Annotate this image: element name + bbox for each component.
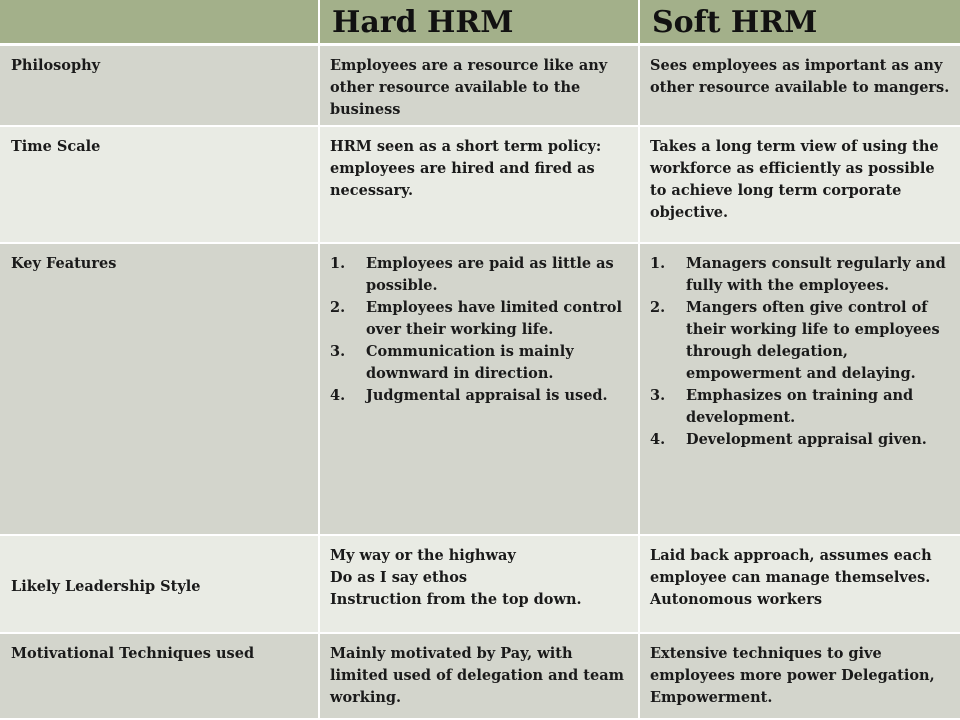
- row-label-time-scale: Time Scale: [0, 127, 320, 244]
- header-empty-cell: [0, 0, 320, 46]
- time-scale-soft: Takes a long term view of using the workforce as efficiently as possible to achieve long term corporate objective.: [640, 127, 960, 244]
- row-label-motivational-techniques: Motivational Techniques used: [0, 634, 320, 720]
- list-text: Employees are paid as little as possible.: [366, 255, 614, 294]
- key-features-soft: [640, 244, 960, 536]
- row-label-leadership-style: [0, 536, 320, 634]
- list-item: [330, 385, 630, 407]
- key-features-soft-list: [650, 253, 952, 451]
- list-number: 4.: [650, 431, 666, 448]
- list-text: Emphasizes on training and development.: [686, 387, 914, 426]
- list-number: 1.: [650, 255, 666, 272]
- list-number: 2.: [330, 299, 346, 316]
- leadership-style-hard: [320, 536, 640, 634]
- row-label-key-features: Key Features: [0, 244, 320, 536]
- list-number: 2.: [650, 299, 666, 316]
- row-label-leadership-style-text: Likely Leadership Style: [11, 578, 201, 595]
- list-text: Development appraisal given.: [686, 431, 927, 448]
- leadership-style-soft: Laid back approach, assumes each employee can manage themselves. Autonomous workers: [640, 536, 960, 634]
- header-soft-hrm: Soft HRM: [640, 0, 960, 46]
- list-number: 3.: [650, 387, 666, 404]
- list-text: Mangers often give control of their working life to employees through delegation, empowerment and delaying.: [686, 299, 940, 382]
- header-hard-hrm: Hard HRM: [320, 0, 640, 46]
- motivational-techniques-hard: Mainly motivated by Pay, with limited used of delegation and team working.: [320, 634, 640, 720]
- list-item: [650, 253, 952, 297]
- key-features-hard-list: [330, 253, 630, 407]
- list-item: [330, 341, 630, 385]
- leadership-line: Instruction from the top down.: [330, 591, 582, 608]
- list-number: 1.: [330, 255, 346, 272]
- list-item: [650, 429, 952, 451]
- list-text: Managers consult regularly and fully with the employees.: [686, 255, 946, 294]
- row-label-philosophy: Philosophy: [0, 46, 320, 127]
- leadership-line: My way or the highway: [330, 547, 516, 564]
- list-number: 3.: [330, 343, 346, 360]
- list-item: [650, 297, 952, 385]
- list-text: Judgmental appraisal is used.: [366, 387, 608, 404]
- list-text: Communication is mainly downward in direction.: [366, 343, 574, 382]
- motivational-techniques-soft: Extensive techniques to give employees more power Delegation, Empowerment.: [640, 634, 960, 720]
- philosophy-soft: Sees employees as important as any other resource available to mangers.: [640, 46, 960, 127]
- key-features-hard: [320, 244, 640, 536]
- list-item: [650, 385, 952, 429]
- time-scale-hard: HRM seen as a short term policy: employees are hired and fired as necessary.: [320, 127, 640, 244]
- list-item: [330, 253, 630, 297]
- leadership-line: Do as I say ethos: [330, 569, 468, 586]
- list-item: [330, 297, 630, 341]
- philosophy-hard: Employees are a resource like any other resource available to the business: [320, 46, 640, 127]
- list-number: 4.: [330, 387, 346, 404]
- list-text: Employees have limited control over their working life.: [366, 299, 622, 338]
